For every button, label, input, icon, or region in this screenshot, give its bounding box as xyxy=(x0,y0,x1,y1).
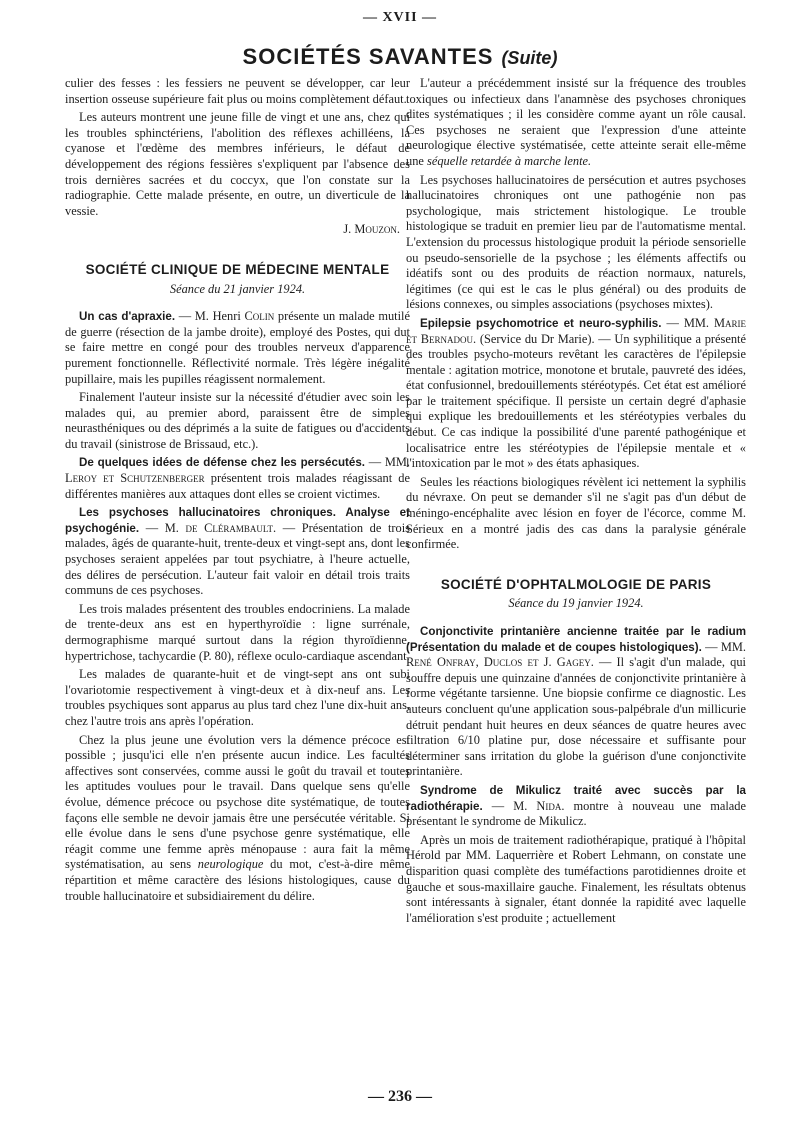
running-title-text: SOCIÉTÉS SAVANTES xyxy=(242,44,494,69)
article-apraxie: Un cas d'apraxie. — M. Henri Colin présente un malade mutilé de guerre (résection de la jambe droite), employé des Postes, qui dut se faire mettre en congé pour des troubles nerveux d'apparence purement fonctionnelle. Réflectivité normale. Très légère inégalité pupillaire, mais les pupilles réagissent normalement. xyxy=(65,309,410,386)
left-column xyxy=(65,76,410,907)
article-title: Conjonctivite printanière ancienne traitée par le radium (Présentation du malade et de coupes histologiques). xyxy=(406,625,746,654)
author: Colin xyxy=(244,309,275,324)
paragraph: Les malades de quarante-huit et de vingt-sept ans ont subi l'ovariotomie respectivement à vingt-deux et à dix-neuf ans. Les troubles psychiques sont apparus au plus tard chez l'une dix-huit ans, chez l'autre trois ans après l'opération. xyxy=(65,667,410,728)
paragraph: Les psychoses hallucinatoires de persécution et autres psychoses hallucinatoires chroniques ont une pathogénie non pas psychologique, mais strictement histologique. Le trouble histologique se traduit en premier lieu par de l'automatisme mental. L'extension du processus histologique produit la période sensorielle ou pseudo-sensorielle de la psychose ; les éléments affectifs ou idéatifs sont ou des produits de réaction normaux, naturels, légitimes (ce qui est le cas le plus général) ou des produits de lésions connexes, ou simples associations (psychoses mixtes). xyxy=(406,172,746,312)
paragraph: L'auteur a précédemment insisté sur la fréquence des troubles toxiques ou infectieux dans l'anamnèse des psychoses chroniques dites systématiques ; il les considère comme ayant un rôle causal. Ces psychoses ne seraient que l'expression d'une atteinte neurologique élective systématisée, cette atteinte serait elle-même une séquelle retardée à marche lente. xyxy=(406,76,746,168)
running-title xyxy=(0,44,800,70)
section-title: SOCIÉTÉ D'OPHTALMOLOGIE DE PARIS xyxy=(440,576,712,592)
paragraph: Les trois malades présentent des troubles endocriniens. La malade de trente-deux ans est en hyperthyroïdie : ligne surrénale, dermographisme marqué surtout dans la région thyroïdienne, hypertrichose, tachycardie (P. 80), réflexe oculo-cardiaque ascendant. xyxy=(65,601,410,663)
seance-date: Séance du 19 janvier 1924. xyxy=(508,596,644,611)
article-title: Syndrome de Mikulicz traité avec succès par la radiothérapie. xyxy=(406,783,746,813)
article-psychoses: Les psychoses hallucinatoires chroniques. Analyse et psychogénie. — M. de Clérambault. — Présentation de trois malades, âgés de quarante-huit, trente-deux et vingt-sept ans, dont les psychoses seraient appelées par tout psychiatre, à l'heure actuelle, des délires de persécution. L'auteur fait valoir en détail trois traits communs de ces psychoses. xyxy=(65,506,410,598)
seance-date: Séance du 21 janvier 1924. xyxy=(169,281,306,296)
right-column xyxy=(406,76,746,929)
article-title: Les psychoses hallucinatoires chroniques. Analyse et psychogénie. xyxy=(65,506,410,535)
paragraph: Seules les réactions biologiques révèlent ici nettement la syphilis du névraxe. On peut se demander s'il ne s'agit pas d'un début de méningo-encéphalite avec lésion en foyer de l'écorce, comme M. Sérieux en a montré jadis des cas dans la paralysie générale confirmée. xyxy=(406,474,746,552)
article-title: Un cas d'apraxie. xyxy=(79,310,176,324)
article-conjonctivite: Conjonctivite printanière ancienne traitée par le radium (Présentation du malade et de coupes histologiques). — MM. René Onfray, Duclos et J. Gagey. — Il s'agit d'un malade, qui souffre depuis une quinzaine d'années de conjonctivite printanière à forme végétante tarsienne. Une biopsie confirme ce diagnostic. Les auteurs concluent qu'une application sous-palpébrale d'un millicurie détruit pendant huit heures en deux séances de quatre heures avec filtration 6/10 platine pur, dose nécessaire et suffisante pour déterminer sans irritation du globe la guérison d'une conjonctivite printanière. xyxy=(406,625,746,779)
paragraph: Chez la plus jeune une évolution vers la démence précoce est possible ; jusqu'ici elle n'en présente aucun indice. Les facultés affectives sont conservées, comme aussi le goût du travail et toutes les aptitudes voulues pour le travail. Dans quelque sens qu'elle évolue, démence précoce ou psychose dite systématique, de toutes façons elle semble ne devoir jamais être une persécutée véritable. Si elle évolue dans le sens d'une psychose genre systématique, elle réagit comme une femme après ménopause : aura fait la même systématisation, au sens neurologique du mot, c'est-à-dire même répartition et même caractère des lésions histologiques, cause du trouble hallucinatoire et subsidiairement du délire. xyxy=(65,732,410,903)
article-title: Epilepsie psychomotrice et neuro-syphilis. xyxy=(420,316,662,330)
article-mikulicz: Syndrome de Mikulicz traité avec succès par la radiothérapie. — M. Nida. montre à nouveau une malade présentant le syndrome de Mikulicz. xyxy=(406,783,746,829)
section-title: SOCIÉTÉ CLINIQUE DE MÉDECINE MENTALE xyxy=(85,261,390,277)
author: Marie et Bernadou. xyxy=(406,315,746,346)
author: Leroy et Schutzenberger xyxy=(65,471,205,486)
roman-page-number: — XVII — xyxy=(362,10,438,25)
article-epilepsie: Epilepsie psychomotrice et neuro-syphilis. — MM. Marie et Bernadou. (Service du Dr Marie). — Un syphilitique a présenté des troubles psycho-moteurs revêtant les caractères de l'épilepsie mentale : agitation motrice, monotone et brutale, pauvreté des idées, état confusionnel, bredouillements stéréotypés. Cet état est amélioré par le traitement spécifique. Il persiste un certain degré d'aphasie qui explique les bredouillements et les stéréotypies verbales du début. Ce cas indique la possibilité d'une parenté pathogénique et localisatrice entre les stéréotypies de l'épilepsie mentale et « l'intoxication par le mot » des états aphasiques. xyxy=(406,315,747,471)
author: René Onfray, Duclos et J. Gagey. xyxy=(406,655,594,670)
paragraph: Après un mois de traitement radiothérapique, pratiqué à l'hôpital Hérold par MM. Laquerrière et Robert Lehmann, on constate une disparition quasi complète des tuméfactions parotidiennes droite et gauche et sous-maxillaire gauche. Finalement, les résultats obtenus sont intéressants à signaler, étant donnée la rapidité avec laquelle l'amélioration s'est produite ; actuellement xyxy=(406,832,746,925)
article-title: De quelques idées de défense chez les persécutés. xyxy=(79,456,366,470)
author: Nida. xyxy=(536,798,565,813)
author: de Clérambault. xyxy=(185,520,277,535)
paragraph: culier des fesses : les fessiers ne peuvent se développer, car leur insertion osseuse supérieure fait plus ou moins complètement défaut. xyxy=(65,76,410,106)
article-defense: De quelques idées de défense chez les persécutés. — MM. Leroy et Schutzenberger présentent trois malades réagissant de différentes manières aux attaques dont elles se croient victimes. xyxy=(65,455,410,501)
paragraph: Finalement l'auteur insiste sur la nécessité d'étudier avec soin les malades qui, au premier abord, paraissent être de simples neurasthéniques ou des déprimés a la suite de fatigues ou d'accidents du travail (sinistrose de Brissaud, etc.). xyxy=(65,390,410,451)
paragraph: Les auteurs montrent une jeune fille de vingt et une ans, chez qui les troubles sphinctériens, l'abolition des réflexes achilléens, la cyanose et l'œdème des membres inférieurs, le défaut de développement des régions fessières s'expliquent par l'absence des trois dernières sacrées et du coccyx, que l'on constate sur la radiographie. Cette malade présente, en outre, un diverticule de la vessie. xyxy=(65,110,410,218)
page-number: — 236 — xyxy=(368,1088,432,1105)
running-title-suite: (Suite) xyxy=(501,48,558,68)
signature: J. Mouzon. xyxy=(343,222,400,237)
